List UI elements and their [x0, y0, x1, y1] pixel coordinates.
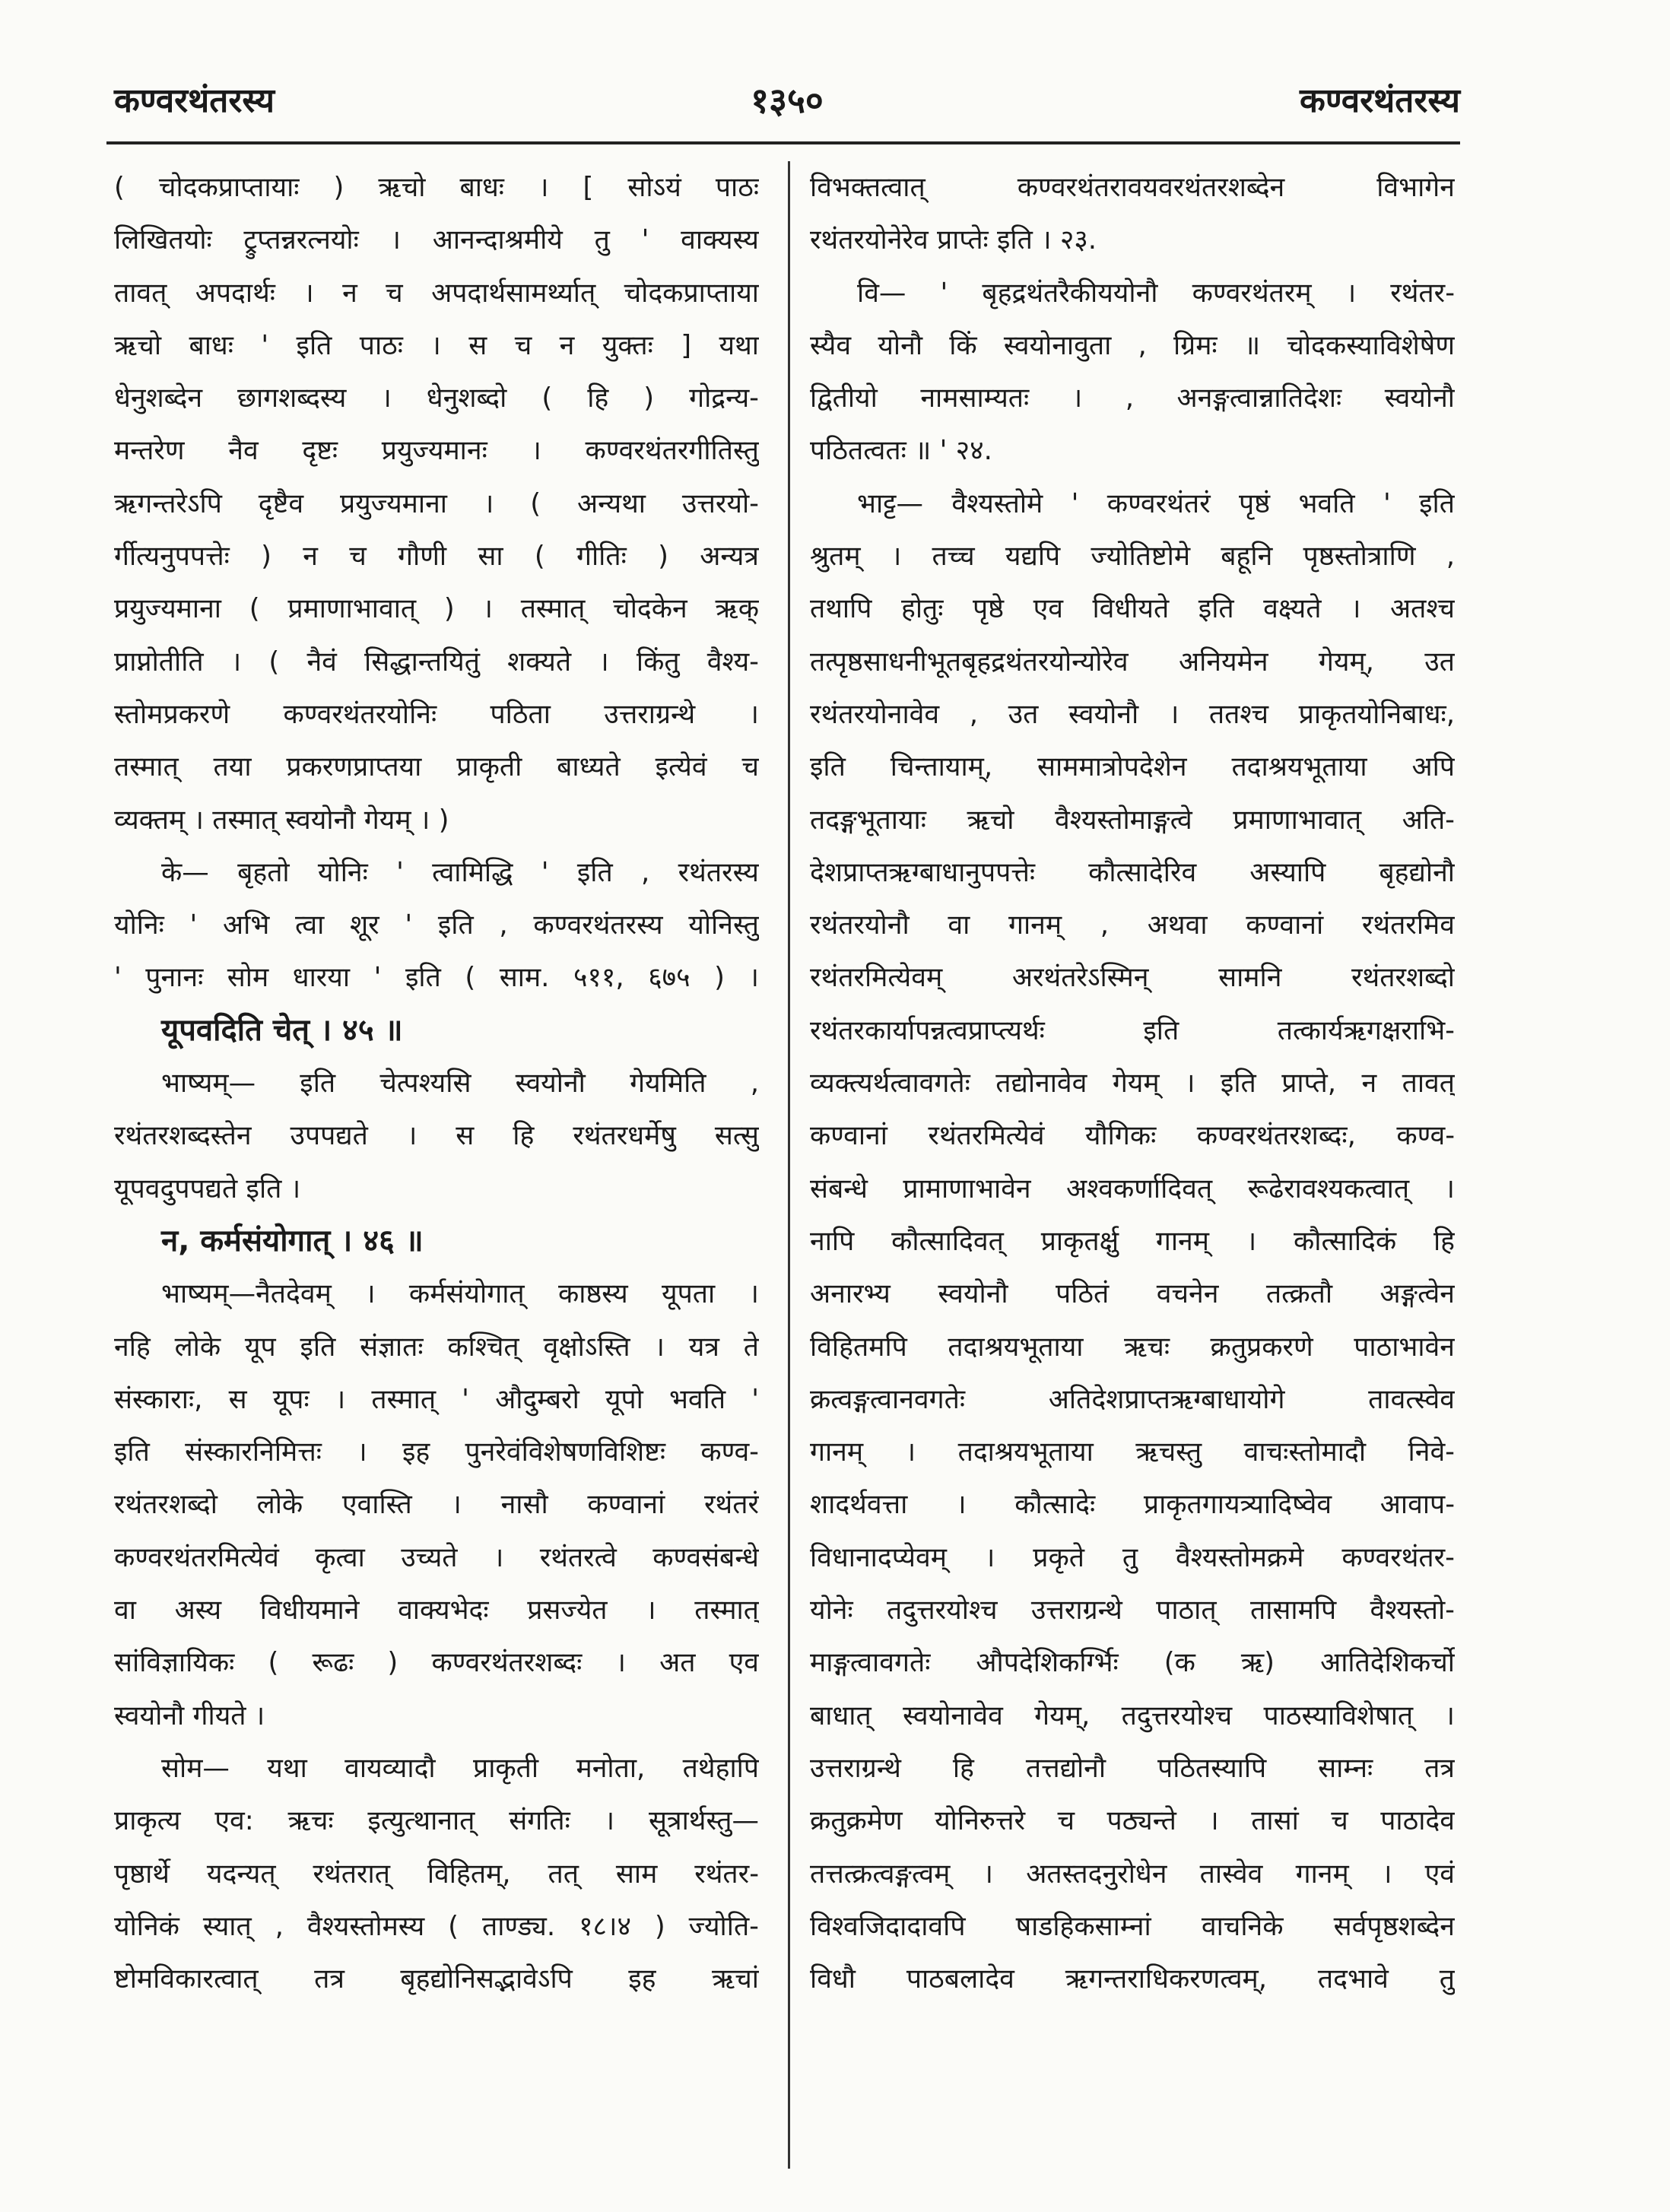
- text-line: ' पुनानः सोम धारया ' इति ( साम. ५११, ६७५ ) ।: [114, 962, 759, 994]
- text-line: रथंतरयोनावेव , उत स्वयोनौ । ततश्च प्राकृतयोनिबाधः,: [810, 698, 1455, 730]
- text-line: माङ्गत्वावगतेः औपदेशिकर्ग्भिः (क ऋ) आतिदेशिकर्चो: [810, 1647, 1455, 1679]
- text-line: अनारभ्य स्वयोनौ पठितं वचनेन तत्क्रतौ अङ्गत्वेन: [810, 1278, 1455, 1310]
- right-column: [810, 161, 1455, 2005]
- text-line: विधानादप्येवम् । प्रकृते तु वैश्यस्तोमक्रमे कण्वरथंतर-: [810, 1541, 1455, 1573]
- text-line: सांविज्ञायिकः ( रूढः ) कण्वरथंतरशब्दः । अत एव: [114, 1647, 759, 1679]
- text-line: पठितत्वतः ॥ ' २४.: [810, 435, 992, 467]
- text-line: धेनुशब्देन छागशब्दस्य । धेनुशब्दो ( हि ) गोद्रन्य-: [114, 382, 759, 414]
- text-line: योनिकं स्यात् , वैश्यस्तोमस्य ( ताण्ड्य. १८।४ ) ज्योति-: [114, 1910, 759, 1942]
- text-line: देशप्राप्तऋग्बाधानुपपत्तेः कौत्सादेरिव अस्यापि बृहद्योनौ: [810, 856, 1455, 888]
- text-line: व्यक्तम् । तस्मात् स्वयोनौ गेयम् । ): [114, 804, 449, 836]
- text-line: विश्वजिदादावपि षाडहिकसाम्नां वाचनिके सर्वपृष्ठशब्देन: [810, 1910, 1455, 1942]
- sutra-heading: न, कर्मसंयोगात् । ४६ ॥: [161, 1223, 424, 1258]
- text-line: पृष्ठार्थे यदन्यत् रथंतरात् विहितम्, तत् साम रथंतर-: [114, 1858, 759, 1890]
- text-line: र्गीत्यनुपपत्तेः ) न च गौणी सा ( गीतिः ) अन्यत्र: [114, 541, 759, 573]
- text-line: क्रत्वङ्गत्वानवगतेः अतिदेशप्राप्तऋग्बाधायोगे तावत्स्वेव: [810, 1383, 1455, 1415]
- header-rule: [106, 141, 1460, 144]
- text-line: लिखितयोः ट्रुप्तन्नरत्नयोः । आनन्दाश्रमीये तु ' वाक्यस्य: [114, 224, 759, 256]
- text-line: ऋगन्तरेऽपि दृष्टैव प्रयुज्यमाना । ( अन्यथा उत्तरयो-: [114, 487, 759, 519]
- text-line: तस्मात् तया प्रकरणप्राप्तया प्राकृती बाध्यते इत्येवं च: [114, 751, 759, 783]
- text-line: स्वयोनौ गीयते ।: [114, 1699, 265, 1731]
- text-line: रथंतरयोनेरेव प्राप्तेः इति । २३.: [810, 224, 1097, 256]
- text-line: योनेः तदुत्तरयोश्च उत्तराग्रन्थे पाठात् तासामपि वैश्यस्तो-: [810, 1595, 1455, 1626]
- text-line: क्रतुक्रमेण योनिरुत्तरे च पठ्यन्ते । तासां च पाठादेव: [810, 1805, 1455, 1837]
- text-line: तावत् अपदार्थः । न च अपदार्थसामर्थ्यात् चोदकप्राप्ताया: [114, 277, 759, 309]
- text-line: रथंतरशब्दस्तेन उपपद्यते । स हि रथंतरधर्मेषु सत्सु: [114, 1120, 759, 1152]
- left-column: [114, 161, 759, 2005]
- text-line: वा अस्य विधीयमाने वाक्यभेदः प्रसज्येत । तस्मात्: [114, 1595, 759, 1626]
- text-line: मन्तरेण नैव दृष्टः प्रयुज्यमानः । कण्वरथंतरगीतिस्तु: [114, 435, 759, 467]
- running-title-right: कण्वरथंतरस्य: [1300, 81, 1460, 120]
- text-line: कण्वानां रथंतरमित्येवं यौगिकः कण्वरथंतरशब्दः, कण्व-: [810, 1120, 1455, 1152]
- text-line: इति चिन्तायाम्, साममात्रोपदेशेन तदाश्रयभूताया अपि: [810, 751, 1455, 783]
- text-line: कण्वरथंतरमित्येवं कृत्वा उच्यते । रथंतरत्वे कण्वसंबन्धे: [114, 1541, 759, 1573]
- text-line: प्राप्नोतीति । ( नैवं सिद्धान्तयितुं शक्यते । किंतु वैश्य-: [114, 646, 759, 678]
- sutra-heading: यूपवदिति चेत् । ४५ ॥: [161, 1012, 403, 1048]
- text-line: के— बृहतो योनिः ' त्वामिद्धि ' इति , रथंतरस्य: [161, 856, 759, 888]
- text-line: विधौ पाठबलादेव ऋगन्तराधिकरणत्वम्, तदभावे तु: [810, 1963, 1455, 1995]
- text-line: द्वितीयो नामसाम्यतः । , अनङ्गत्वान्नातिदेशः स्वयोनौ: [810, 382, 1455, 414]
- text-line: ( चोदकप्राप्तायाः ) ऋचो बाधः । [ सोऽयं पाठः: [114, 172, 759, 203]
- text-line: गानम् । तदाश्रयभूताया ऋचस्तु वाचःस्तोमादौ निवे-: [810, 1436, 1455, 1468]
- text-line: भाष्यम्—नैतदेवम् । कर्मसंयोगात् काष्ठस्य यूपता ।: [161, 1278, 759, 1310]
- text-line: रथंतरकार्यापन्नत्वप्राप्त्यर्थः इति तत्कार्यऋगक्षराभि-: [810, 1014, 1455, 1046]
- text-line: सोम— यथा वायव्यादौ प्राकृती मनोता, तथेहापि: [161, 1752, 759, 1784]
- text-line: तथापि होतुः पृष्ठे एव विधीयते इति वक्ष्यते । अतश्च: [810, 593, 1455, 625]
- column-divider: [788, 161, 790, 2169]
- text-line: स्तोमप्रकरणे कण्वरथंतरयोनिः पठिता उत्तराग्रन्थे ।: [114, 698, 759, 730]
- text-line: संस्काराः, स यूपः । तस्मात् ' औदुम्बरो यूपो भवति ': [114, 1383, 759, 1415]
- text-line: विहितमपि तदाश्रयभूताया ऋचः क्रतुप्रकरणे पाठाभावेन: [810, 1331, 1455, 1363]
- page-header: [114, 76, 1460, 129]
- text-line: श्रुतम् । तच्च यद्यपि ज्योतिष्टोमे बहूनि पृष्ठस्तोत्राणि ,: [810, 541, 1455, 573]
- text-line: संबन्धे प्रामाणाभावेन अश्वकर्णादिवत् रूढेरावश्यकत्वात् ।: [810, 1173, 1455, 1204]
- text-line: भाट्ट— वैश्यस्तोमे ' कण्वरथंतरं पृष्ठं भवति ' इति: [857, 487, 1455, 519]
- text-line: बाधात् स्वयोनावेव गेयम्, तदुत्तरयोश्च पाठस्याविशेषात् ।: [810, 1699, 1455, 1731]
- text-line: योनिः ' अभि त्वा शूर ' इति , कण्वरथंतरस्य योनिस्तु: [114, 909, 759, 941]
- text-line: वि— ' बृहद्रथंतरैकीययोनौ कण्वरथंतरम् । रथंतर-: [857, 277, 1455, 309]
- text-line: उत्तराग्रन्थे हि तत्तद्योनौ पठितस्यापि साम्नः तत्र: [810, 1752, 1455, 1784]
- text-line: ऋचो बाधः ' इति पाठः । स च न युक्तः ] यथा: [114, 329, 759, 361]
- text-line: प्रयुज्यमाना ( प्रमाणाभावात् ) । तस्मात् चोदकेन ऋक्: [114, 593, 759, 625]
- text-line: भाष्यम्— इति चेत्पश्यसि स्वयोनौ गेयमिति ,: [161, 1068, 759, 1100]
- text-line: नहि लोके यूप इति संज्ञातः कश्चित् वृक्षोऽस्ति । यत्र ते: [114, 1331, 759, 1363]
- running-title-left: कण्वरथंतरस्य: [114, 81, 275, 120]
- text-line: रथंतरमित्येवम् अरथंतरेऽस्मिन् सामनि रथंतरशब्दो: [810, 962, 1455, 994]
- text-line: विभक्तत्वात् कण्वरथंतरावयवरथंतरशब्देन विभागेन: [810, 172, 1455, 203]
- text-line: रथंतरयोनौ वा गानम् , अथवा कण्वानां रथंतरमिव: [810, 909, 1455, 941]
- text-line: शादर्थवत्ता । कौत्सादेः प्राकृतगायत्र्यादिष्वेव आवाप-: [810, 1489, 1455, 1521]
- text-line: तदङ्गभूतायाः ऋचो वैश्यस्तोमाङ्गत्वे प्रमाणाभावात् अति-: [810, 804, 1455, 836]
- text-line: स्यैव योनौ किं स्वयोनावुता , ग्रिमः ॥ चोदकस्याविशेषेण: [810, 329, 1455, 361]
- page-number: १३५०: [751, 80, 824, 121]
- text-line: इति संस्कारनिमित्तः । इह पुनरेवंविशेषणविशिष्टः कण्व-: [114, 1436, 759, 1468]
- text-line: तत्तत्क्रत्वङ्गत्वम् । अतस्तदनुरोधेन तास्वेव गानम् । एवं: [810, 1858, 1455, 1890]
- text-line: नापि कौत्सादिवत् प्राकृतर्क्षु गानम् । कौत्सादिकं हि: [810, 1225, 1455, 1257]
- text-line: तत्पृष्ठसाधनीभूतबृहद्रथंतरयोन्योरेव अनियमेन गेयम्, उत: [810, 646, 1455, 678]
- text-line: व्यक्त्यर्थत्वावगतेः तद्योनावेव गेयम् । इति प्राप्ते, न तावत्: [810, 1068, 1455, 1100]
- text-line: यूपवदुपपद्यते इति ।: [114, 1173, 301, 1204]
- text-line: प्राकृत्य एव: ऋचः इत्युत्थानात् संगतिः । सूत्रार्थस्तु—: [114, 1805, 759, 1837]
- text-line: ष्टोमविकारत्वात् तत्र बृहद्योनिसद्भावेऽपि इह ऋचां: [114, 1963, 759, 1995]
- text-line: रथंतरशब्दो लोके एवास्ति । नासौ कण्वानां रथंतरं: [114, 1489, 759, 1521]
